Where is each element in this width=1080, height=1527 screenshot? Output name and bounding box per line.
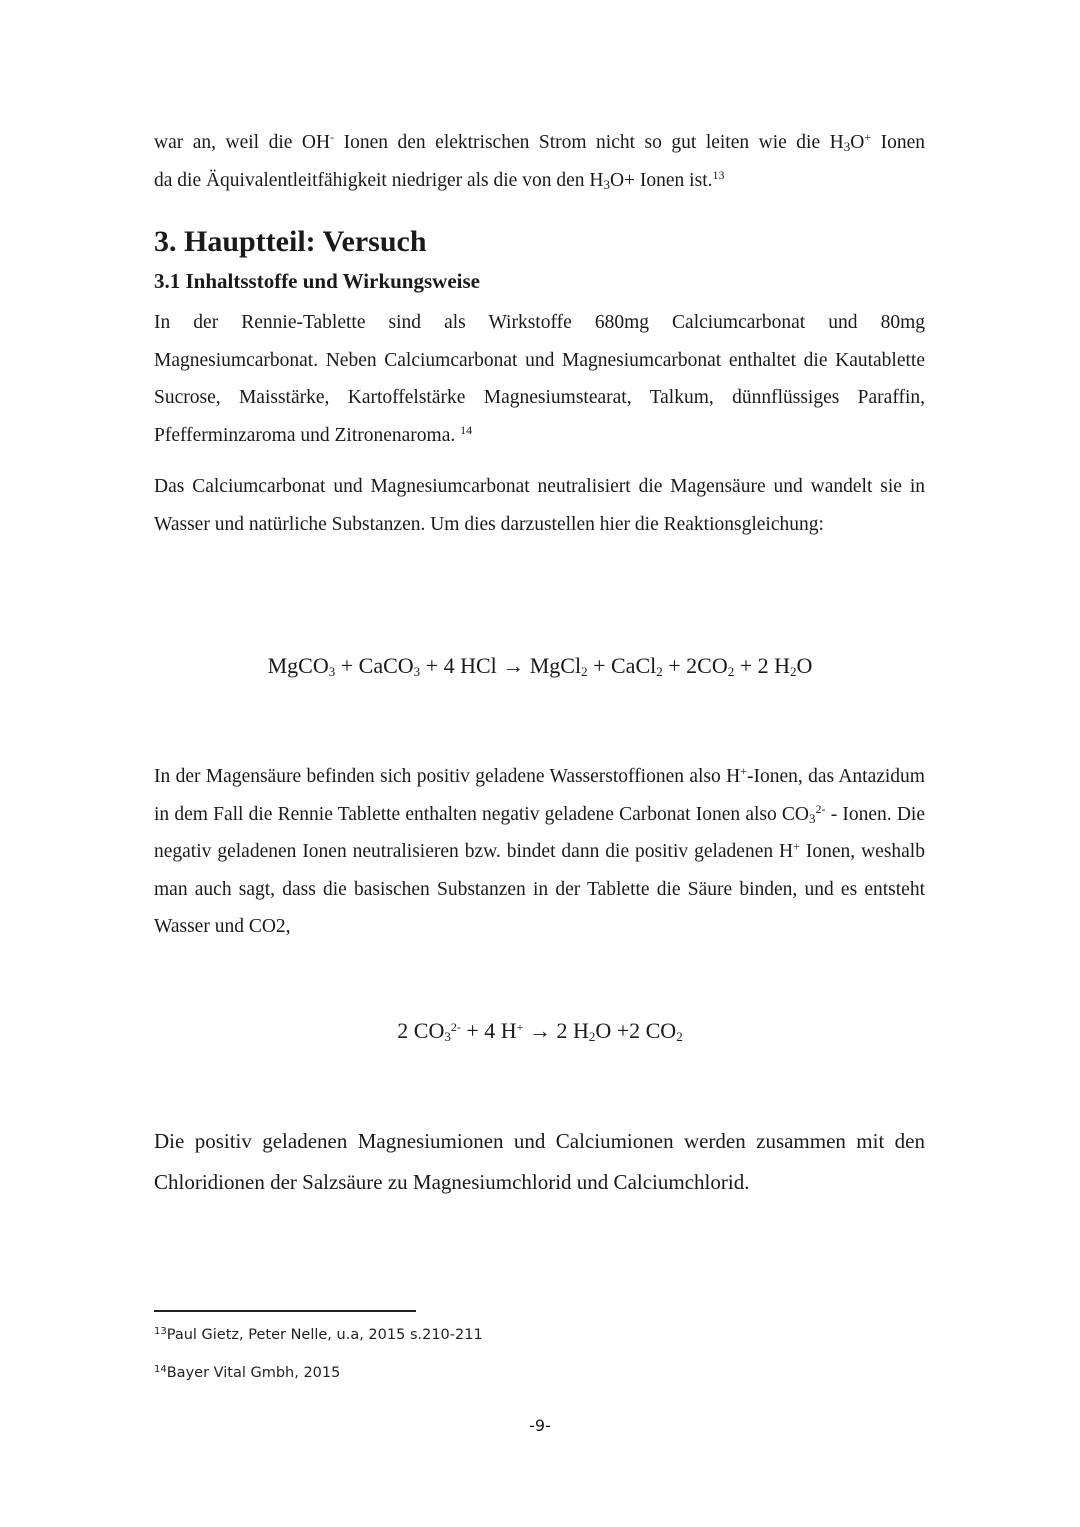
superscript: +	[793, 839, 800, 853]
footnote-separator	[154, 1310, 416, 1312]
footnote-reference[interactable]: 13	[712, 167, 725, 182]
paragraph-text: Das Calciumcarbonat und Magnesiumcarbonat neutralisiert die Magensäure und wandelt sie in Wasser und natürliche Substanzen. Um dies darzustellen hier die Reaktionsgleichung:	[154, 476, 925, 535]
footnote-13	[154, 1324, 483, 1346]
subscript: 3	[809, 810, 816, 826]
footnote-14	[154, 1362, 340, 1384]
intro-text: war an, weil die OH	[154, 132, 331, 153]
superscript: -	[330, 130, 335, 144]
superscript: 2-	[815, 801, 826, 816]
paragraph-text: Die positiv geladenen Magnesiumionen und Calciumionen werden zusammen mit den Chloridionen der Salzsäure zu Magnesiumchlorid und Calciumchlorid.	[154, 1129, 925, 1194]
footnote-number: 13	[154, 1326, 167, 1337]
intro-text: Ionen den elektrischen Strom nicht so gut leiten wie die H	[334, 132, 844, 153]
intro-text: Ionen	[871, 132, 925, 153]
paragraph-text: In der Rennie-Tablette sind als Wirkstoffe 680mg Calciumcarbonat und 80mg Magnesiumcarbonat. Neben Calciumcarbonat und Magnesiumcarbonat enthaltet die Kautablette Sucrose, Maisstärke, Kartoffelstärke Magnesiumstearat, Talkum, dünnflüssiges Paraffin, Pfefferminzaroma und Zitronenaroma.	[154, 312, 925, 446]
reaction-equation-2: 2 $CO_3^{2-} + 4$ H+ → 2 $H_2O +2$ $CO_2$	[397, 1018, 683, 1044]
ions-paragraph	[154, 758, 925, 946]
paragraph-text: Ionen, weshalb man auch sagt, dass die basischen Substanzen in der Tablette die Säure binden, und es entsteht Wasser und CO2,	[154, 841, 925, 937]
footnote-number: 14	[154, 1364, 167, 1375]
paragraph-text: - Ionen. Die negativ geladenen Ionen neutralisieren bzw. bindet dann die positiv geladenen H	[154, 803, 925, 862]
page-number: -9-	[529, 1416, 551, 1435]
footnote-reference[interactable]: 14	[460, 422, 473, 437]
intro-text: da die Äquivalentleitfähigkeit niedriger als die von den H	[154, 169, 604, 191]
intro-line-2	[154, 162, 925, 200]
subsection-heading: 3.1 Inhaltsstoffe und Wirkungsweise	[154, 269, 480, 293]
paragraph-text: -Ionen, das Antazidum in dem Fall die Rennie Tablette enthalten negativ geladene Carbonat Ionen also CO	[154, 766, 925, 825]
footnote-text: Paul Gietz, Peter Nelle, u.a, 2015 s.210-211	[166, 1327, 483, 1343]
intro-line-1	[154, 124, 925, 162]
intro-paragraph	[154, 124, 925, 199]
intro-text: O	[850, 132, 865, 153]
ingredients-paragraph	[154, 304, 925, 454]
reaction-equation-1: MgCO$_3$ + CaCO$_3$ + 4 HCl → MgCl$_2$ + CaCl$_2$ + $2CO_2 + 2$ $H_2O$	[267, 653, 813, 679]
chloride-paragraph	[154, 1121, 925, 1203]
superscript: +	[740, 764, 747, 778]
superscript: +	[864, 130, 872, 144]
footnote-text: Bayer Vital Gmbh, 2015	[166, 1365, 341, 1381]
section-heading: 3. Hauptteil: Versuch	[154, 225, 427, 258]
reaction-intro-paragraph	[154, 468, 925, 543]
subscript: 3	[843, 139, 851, 154]
subscript: 3	[603, 176, 610, 192]
paragraph-text: In der Magensäure befinden sich positiv geladene Wasserstoffionen also H	[154, 766, 741, 787]
intro-text: O+ Ionen ist.	[609, 169, 713, 191]
